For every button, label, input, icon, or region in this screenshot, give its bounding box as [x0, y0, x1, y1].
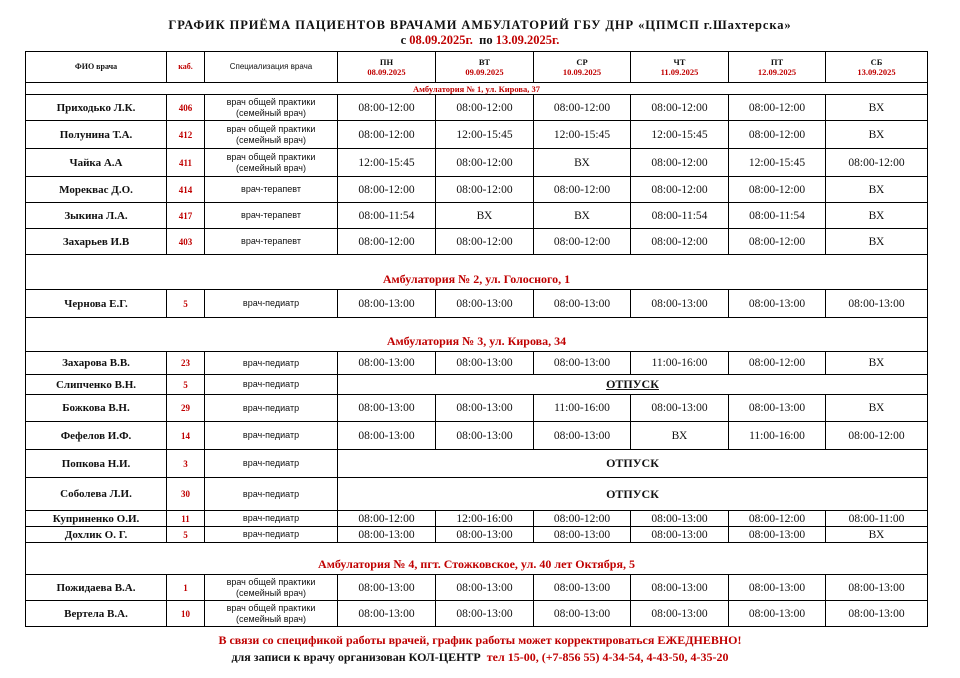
time-cell: 08:00-13:00	[631, 601, 729, 627]
day-label: СБ	[870, 57, 883, 67]
time-cell: 12:00-15:45	[436, 121, 534, 149]
room-number: 5	[167, 290, 205, 318]
time-cell: 12:00-16:00	[436, 511, 534, 527]
specialization: врач-педиатр	[205, 290, 338, 318]
room-number: 1	[167, 575, 205, 601]
time-cell: 08:00-13:00	[826, 290, 928, 318]
time-cell: 12:00-15:45	[631, 121, 729, 149]
table-row	[26, 601, 928, 627]
time-cell: 08:00-13:00	[436, 601, 534, 627]
time-cell: 08:00-12:00	[729, 95, 826, 121]
schedule-table	[25, 51, 928, 627]
time-cell: ВХ	[826, 95, 928, 121]
section-row	[26, 543, 928, 575]
section-title: Амбулатория № 3, ул. Кирова, 34	[26, 318, 928, 352]
time-cell: 08:00-12:00	[338, 229, 436, 255]
time-cell: 08:00-13:00	[631, 290, 729, 318]
time-cell: 08:00-12:00	[631, 95, 729, 121]
room-number: 3	[167, 450, 205, 478]
specialization: врач общей практики (семейный врач)	[205, 149, 338, 177]
room-number: 414	[167, 177, 205, 203]
doctor-name: Полунина Т.А.	[26, 121, 167, 149]
time-cell: 11:00-16:00	[534, 395, 631, 422]
time-cell: 08:00-13:00	[534, 575, 631, 601]
specialization: врач общей практики (семейный врач)	[205, 575, 338, 601]
table-row	[26, 511, 928, 527]
time-cell: ВХ	[826, 229, 928, 255]
time-cell: ВХ	[826, 352, 928, 375]
table-row	[26, 290, 928, 318]
time-cell: 12:00-15:45	[338, 149, 436, 177]
room-number: 14	[167, 422, 205, 450]
section-row	[26, 318, 928, 352]
day-label: ВТ	[478, 57, 491, 67]
vacation-cell: ОТПУСК	[338, 478, 928, 511]
time-cell: 08:00-13:00	[338, 601, 436, 627]
header-day	[534, 52, 631, 83]
time-cell: 08:00-12:00	[534, 95, 631, 121]
header-day	[338, 52, 436, 83]
time-cell: 08:00-13:00	[436, 527, 534, 543]
time-cell: 08:00-12:00	[729, 177, 826, 203]
table-row	[26, 478, 928, 511]
time-cell: 08:00-13:00	[338, 290, 436, 318]
specialization: врач общей практики (семейный врач)	[205, 601, 338, 627]
time-cell: 08:00-12:00	[631, 229, 729, 255]
time-cell: 08:00-12:00	[338, 121, 436, 149]
time-cell: 08:00-13:00	[826, 575, 928, 601]
day-date: 08.09.2025	[367, 67, 406, 77]
time-cell: 08:00-13:00	[436, 575, 534, 601]
time-cell: 08:00-13:00	[534, 601, 631, 627]
time-cell: 11:00-16:00	[729, 422, 826, 450]
doctor-name: Вертела В.А.	[26, 601, 167, 627]
doctor-name: Попкова Н.И.	[26, 450, 167, 478]
time-cell: 11:00-16:00	[631, 352, 729, 375]
time-cell: 08:00-11:54	[338, 203, 436, 229]
time-cell: 08:00-12:00	[338, 177, 436, 203]
day-date: 12.09.2025	[757, 67, 797, 77]
table-row	[26, 375, 928, 395]
room-number: 403	[167, 229, 205, 255]
time-cell: 08:00-12:00	[729, 229, 826, 255]
time-cell: 08:00-13:00	[534, 527, 631, 543]
table-row	[26, 203, 928, 229]
time-cell: 08:00-13:00	[631, 575, 729, 601]
time-cell: 12:00-15:45	[729, 149, 826, 177]
time-cell: ВХ	[534, 149, 631, 177]
specialization: врач-педиатр	[205, 450, 338, 478]
time-cell: 08:00-13:00	[436, 290, 534, 318]
day-label: ПТ	[770, 57, 784, 67]
time-cell: 08:00-13:00	[729, 527, 826, 543]
header-day	[631, 52, 729, 83]
time-cell: 08:00-12:00	[729, 121, 826, 149]
room-number: 30	[167, 478, 205, 511]
specialization: врач-педиатр	[205, 375, 338, 395]
time-cell: ВХ	[631, 422, 729, 450]
room-number: 411	[167, 149, 205, 177]
time-cell: ВХ	[826, 177, 928, 203]
specialization: врач общей практики (семейный врач)	[205, 121, 338, 149]
doctor-name: Захарова В.В.	[26, 352, 167, 375]
time-cell: ВХ	[826, 527, 928, 543]
time-cell: 08:00-13:00	[826, 601, 928, 627]
doctor-name: Пожидаева В.А.	[26, 575, 167, 601]
header-row	[26, 52, 928, 83]
time-cell: 08:00-13:00	[631, 527, 729, 543]
time-cell: 08:00-13:00	[338, 575, 436, 601]
time-cell: 08:00-12:00	[729, 352, 826, 375]
specialization: врач-педиатр	[205, 478, 338, 511]
room-number: 417	[167, 203, 205, 229]
time-cell: 08:00-13:00	[631, 395, 729, 422]
time-cell: 08:00-12:00	[436, 229, 534, 255]
room-number: 5	[167, 375, 205, 395]
specialization: врач-педиатр	[205, 352, 338, 375]
time-cell: 08:00-13:00	[631, 511, 729, 527]
time-cell: 08:00-12:00	[729, 511, 826, 527]
table-row	[26, 95, 928, 121]
table-row	[26, 149, 928, 177]
time-cell: 08:00-12:00	[436, 177, 534, 203]
header-day	[826, 52, 928, 83]
doctor-name: Соболева Л.И.	[26, 478, 167, 511]
table-row	[26, 422, 928, 450]
doctor-name: Чайка А.А	[26, 149, 167, 177]
doctor-name: Чернова Е.Г.	[26, 290, 167, 318]
room-number: 5	[167, 527, 205, 543]
room-number: 11	[167, 511, 205, 527]
day-label: ПН	[379, 57, 394, 67]
doctor-name: Слипченко В.Н.	[26, 375, 167, 395]
room-number: 412	[167, 121, 205, 149]
room-number: 406	[167, 95, 205, 121]
room-number: 23	[167, 352, 205, 375]
specialization: врач-терапевт	[205, 177, 338, 203]
time-cell: 12:00-15:45	[534, 121, 631, 149]
room-number: 10	[167, 601, 205, 627]
page-title: ГРАФИК ПРИЁМА ПАЦИЕНТОВ ВРАЧАМИ АМБУЛАТОРИЙ ГБУ ДНР «ЦПМСП г.Шахтерска»	[168, 18, 792, 32]
time-cell: 08:00-13:00	[436, 422, 534, 450]
callcenter-phones: тел 15-00, (+7-856 55) 4-34-54, 4-43-50, 4-35-20	[486, 650, 729, 664]
vacation-cell: ОТПУСК	[338, 450, 928, 478]
table-row	[26, 121, 928, 149]
time-cell: 08:00-12:00	[436, 95, 534, 121]
header-spec: Специализация врача	[205, 52, 338, 83]
time-cell: 08:00-13:00	[338, 352, 436, 375]
day-date: 10.09.2025	[562, 67, 602, 77]
time-cell: ВХ	[436, 203, 534, 229]
time-cell: 08:00-12:00	[338, 511, 436, 527]
doctor-name: Божкова В.Н.	[26, 395, 167, 422]
time-cell: 08:00-13:00	[534, 290, 631, 318]
header-name: ФИО врача	[26, 52, 167, 83]
callcenter-prefix: для записи к врачу организован КОЛ-ЦЕНТР	[231, 650, 481, 664]
time-cell: 08:00-13:00	[729, 601, 826, 627]
day-label: ЧТ	[673, 57, 686, 67]
time-cell: 08:00-12:00	[534, 511, 631, 527]
time-cell: 08:00-13:00	[436, 352, 534, 375]
to-date: 13.09.2025г.	[495, 33, 560, 47]
callcenter-note	[0, 650, 960, 665]
doctor-name: Зыкина Л.А.	[26, 203, 167, 229]
doctor-name: Мореквас Д.О.	[26, 177, 167, 203]
table-row	[26, 575, 928, 601]
time-cell: 08:00-12:00	[534, 177, 631, 203]
specialization: врач-педиатр	[205, 395, 338, 422]
header-day	[729, 52, 826, 83]
time-cell: 08:00-13:00	[534, 422, 631, 450]
time-cell: 08:00-13:00	[729, 575, 826, 601]
time-cell: ВХ	[826, 203, 928, 229]
day-date: 09.09.2025	[465, 67, 504, 77]
specialization: врач-педиатр	[205, 422, 338, 450]
day-date: 13.09.2025	[857, 67, 896, 77]
section-row	[26, 255, 928, 290]
doctor-name: Куприненко О.И.	[26, 511, 167, 527]
table-row	[26, 352, 928, 375]
time-cell: ВХ	[534, 203, 631, 229]
vacation-cell: ОТПУСК	[338, 375, 928, 395]
time-cell: 08:00-13:00	[338, 527, 436, 543]
time-cell: 08:00-12:00	[436, 149, 534, 177]
time-cell: 08:00-12:00	[631, 177, 729, 203]
time-cell: ВХ	[826, 395, 928, 422]
time-cell: 08:00-13:00	[338, 422, 436, 450]
time-cell: 08:00-12:00	[534, 229, 631, 255]
time-cell: 08:00-12:00	[631, 149, 729, 177]
day-label: СР	[576, 57, 588, 67]
date-range	[0, 33, 960, 48]
time-cell: 08:00-13:00	[729, 395, 826, 422]
time-cell: 08:00-11:54	[631, 203, 729, 229]
specialization: врач-педиатр	[205, 527, 338, 543]
table-row	[26, 527, 928, 543]
doctor-name: Фефелов И.Ф.	[26, 422, 167, 450]
room-number: 29	[167, 395, 205, 422]
time-cell: 08:00-13:00	[436, 395, 534, 422]
section-title: Амбулатория № 4, пгт. Стожковское, ул. 40 лет Октября, 5	[26, 543, 928, 575]
section-title: Амбулатория № 2, ул. Голосного, 1	[26, 255, 928, 290]
time-cell: 08:00-12:00	[826, 149, 928, 177]
section-title: Амбулатория № 1, ул. Кирова, 37	[26, 83, 928, 95]
section-row	[26, 83, 928, 95]
table-row	[26, 229, 928, 255]
warning-note: В связи со спецификой работы врачей, график работы может корректироваться ЕЖЕДНЕВНО!	[218, 633, 742, 647]
specialization: врач-педиатр	[205, 511, 338, 527]
doctor-name: Дохлик О. Г.	[26, 527, 167, 543]
time-cell: 08:00-11:54	[729, 203, 826, 229]
doctor-name: Приходько Л.К.	[26, 95, 167, 121]
table-row	[26, 177, 928, 203]
doctor-name: Захарьев И.В	[26, 229, 167, 255]
time-cell: ВХ	[826, 121, 928, 149]
time-cell: 08:00-12:00	[338, 95, 436, 121]
specialization: врач-терапевт	[205, 203, 338, 229]
from-date: 08.09.2025г.	[409, 33, 473, 47]
table-row	[26, 395, 928, 422]
from-label: с	[400, 33, 407, 47]
header-day	[436, 52, 534, 83]
time-cell: 08:00-11:00	[826, 511, 928, 527]
to-label: по	[479, 33, 493, 47]
specialization: врач-терапевт	[205, 229, 338, 255]
day-date: 11.09.2025	[660, 67, 699, 77]
header-room: каб.	[167, 52, 205, 83]
time-cell: 08:00-13:00	[534, 352, 631, 375]
specialization: врач общей практики (семейный врач)	[205, 95, 338, 121]
time-cell: 08:00-13:00	[338, 395, 436, 422]
table-row	[26, 450, 928, 478]
time-cell: 08:00-12:00	[826, 422, 928, 450]
time-cell: 08:00-13:00	[729, 290, 826, 318]
